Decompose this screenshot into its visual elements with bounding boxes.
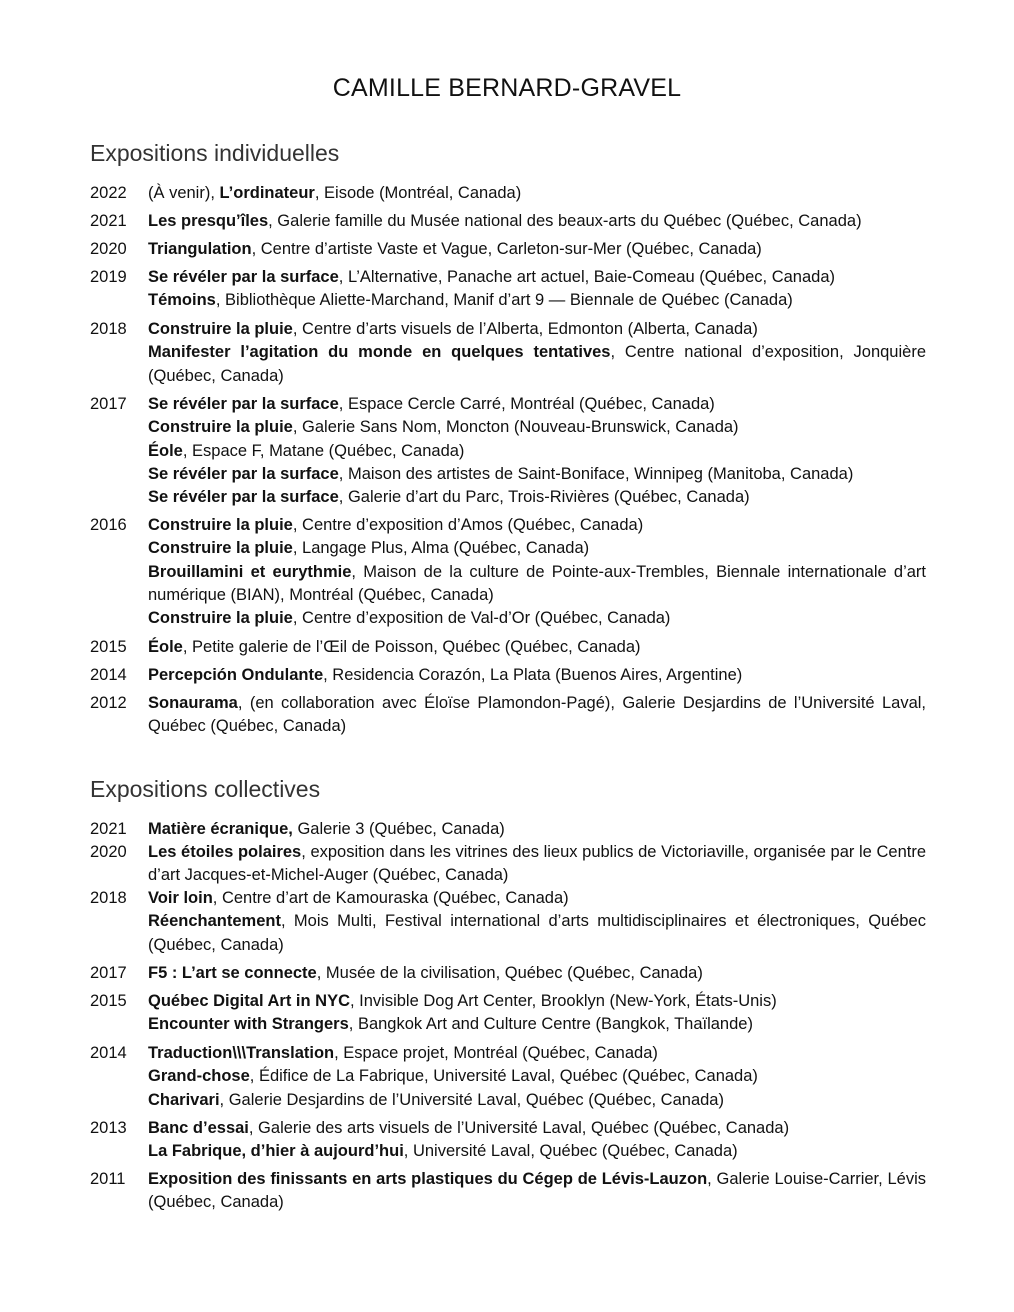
- exhibition-item: [148, 463, 926, 486]
- section-heading: Expositions collectives: [90, 776, 321, 802]
- exhibition-details: , Bibliothèque Aliette-Marchand, Manif d’art 9 — Biennale de Québec (Canada): [215, 291, 793, 310]
- entry-items: [148, 990, 926, 1037]
- exhibition-item: [148, 962, 926, 985]
- exhibition-item: [148, 1013, 926, 1036]
- exhibition-title: Triangulation: [148, 240, 252, 258]
- exhibition-title: L’ordinateur: [219, 184, 315, 202]
- exhibition-item: [148, 440, 926, 463]
- exhibition-details: , L’Alternative, Panache art actuel, Baie-Comeau (Québec, Canada): [338, 268, 835, 286]
- entry-row: [90, 182, 926, 205]
- entry-items: [148, 1042, 926, 1112]
- entry-year: 2015: [90, 638, 127, 656]
- exhibition-item: [148, 416, 926, 439]
- exhibition-title: Sonaurama: [148, 694, 238, 712]
- exhibition-title: Construire la pluie: [148, 418, 293, 437]
- exhibition-item: [148, 1065, 926, 1088]
- entry-row: [90, 318, 926, 388]
- exhibition-details: , Centre d’art de Kamouraska (Québec, Canada): [212, 889, 569, 907]
- section-collective: [90, 776, 926, 1212]
- entry-year: 2017: [90, 964, 127, 982]
- exhibition-item: [148, 692, 926, 739]
- exhibition-item: [148, 1089, 926, 1112]
- exhibition-item: [148, 289, 926, 312]
- entry-year: 2018: [90, 320, 127, 338]
- exhibition-details: , Centre d’artiste Vaste et Vague, Carleton-sur-Mer (Québec, Canada): [251, 240, 762, 258]
- entry-row: [90, 887, 926, 957]
- exhibition-details: Galerie 3 (Québec, Canada): [292, 820, 505, 838]
- entry-row: [90, 393, 926, 509]
- exhibition-item: [148, 1042, 926, 1065]
- exhibition-title: Se révéler par la surface: [148, 395, 339, 413]
- exhibition-title: Encounter with Strangers: [148, 1015, 349, 1034]
- exhibition-details: , Musée de la civilisation, Québec (Québec, Canada): [316, 964, 703, 982]
- exhibition-title: La Fabrique, d’hier à aujourd’hui: [148, 1142, 404, 1161]
- exhibition-item: [148, 318, 926, 341]
- entry-year: 2014: [90, 1044, 127, 1062]
- exhibition-title: Les étoiles polaires: [148, 843, 302, 861]
- exhibition-title: Éole: [148, 638, 183, 656]
- entry-items: [148, 692, 926, 739]
- entry-items: [148, 318, 926, 388]
- exhibition-details: , Galerie Desjardins de l’Université Laval, Québec (Québec, Canada): [219, 1090, 724, 1109]
- exhibition-title: Se révéler par la surface: [148, 488, 339, 507]
- entry-items: [148, 514, 926, 630]
- entry-year: 2019: [90, 268, 127, 286]
- entry-year: 2017: [90, 395, 127, 413]
- exhibition-details: , Galerie famille du Musée national des beaux-arts du Québec (Québec, Canada): [268, 212, 862, 230]
- entry-row: [90, 210, 926, 233]
- entry-items: [148, 1117, 926, 1164]
- entry-year: 2022: [90, 184, 127, 202]
- exhibition-item: [148, 1117, 926, 1140]
- exhibition-title: Construire la pluie: [148, 516, 293, 534]
- exhibition-details: , Galerie d’art du Parc, Trois-Rivières (Québec, Canada): [338, 488, 750, 507]
- exhibition-title: Voir loin: [148, 889, 213, 907]
- entry-items: [148, 636, 926, 659]
- entry-year: 2013: [90, 1119, 127, 1137]
- exhibition-details: , Eisode (Montréal, Canada): [314, 184, 522, 202]
- exhibition-details: , Édifice de La Fabrique, Université Laval, Québec (Québec, Canada): [249, 1067, 758, 1086]
- exhibition-title: Réenchantement: [148, 912, 281, 931]
- entry-row: [90, 1117, 926, 1164]
- entry-row: [90, 818, 926, 841]
- exhibition-details: , (en collaboration avec Éloïse Plamondon-Pagé), Galerie Desjardins de l’Université Laval, Québec (Québec, Canada): [148, 694, 926, 736]
- exhibition-details: , Galerie des arts visuels de l’Université Laval, Québec (Québec, Canada): [248, 1119, 790, 1137]
- entry-year: 2018: [90, 889, 127, 907]
- exhibition-item: [148, 266, 926, 289]
- exhibition-title: Se révéler par la surface: [148, 464, 339, 483]
- exhibition-details: , Galerie Louise-Carrier, Lévis (Québec, Canada): [148, 1170, 926, 1212]
- exhibition-item: [148, 841, 926, 888]
- page-title: CAMILLE BERNARD-GRAVEL: [332, 74, 682, 102]
- exhibition-details: , exposition dans les vitrines des lieux publics de Victoriaville, organisée par le Centre d’art Jacques-et-Michel-Auger (Québec, Canada): [148, 843, 926, 885]
- exhibition-title: Se révéler par la surface: [148, 268, 339, 286]
- exhibition-title: Matière écranique,: [148, 820, 293, 838]
- entry-row: [90, 238, 926, 261]
- exhibition-title: Brouillamini et eurythmie: [148, 562, 352, 581]
- entry-year: 2021: [90, 212, 127, 230]
- entry-row: [90, 1168, 926, 1215]
- exhibition-details: , Centre d’exposition d’Amos (Québec, Canada): [292, 516, 644, 534]
- exhibition-item: [148, 910, 926, 957]
- entry-row: [90, 962, 926, 985]
- exhibition-item: [148, 486, 926, 509]
- exhibition-details: , Espace F, Matane (Québec, Canada): [182, 441, 465, 460]
- entry-year: 2011: [90, 1170, 126, 1188]
- entry-row: [90, 266, 926, 313]
- entry-items: [148, 887, 926, 957]
- exhibition-title: F5 : L’art se connecte: [148, 964, 317, 982]
- exhibition-details: , Mois Multi, Festival international d’arts multidisciplinaires et électroniques, Québec (Québec, Canada): [148, 912, 926, 954]
- exhibition-item: [148, 1140, 926, 1163]
- entry-items: [148, 1168, 926, 1215]
- entry-items: [148, 210, 926, 233]
- exhibition-item: [148, 210, 926, 233]
- exhibition-title: Manifester l’agitation du monde en quelques tentatives: [148, 343, 611, 362]
- exhibition-details: , Langage Plus, Alma (Québec, Canada): [292, 539, 590, 558]
- entry-row: [90, 990, 926, 1037]
- exhibition-title: Les presqu’îles: [148, 212, 269, 230]
- entry-items: [148, 266, 926, 313]
- exhibition-item: [148, 887, 926, 910]
- entry-row: [90, 514, 926, 630]
- exhibition-details: , Université Laval, Québec (Québec, Canada): [403, 1142, 738, 1161]
- exhibition-title: Grand-chose: [148, 1067, 250, 1086]
- exhibition-details: , Centre d’arts visuels de l’Alberta, Edmonton (Alberta, Canada): [292, 320, 758, 338]
- exhibition-details: , Galerie Sans Nom, Moncton (Nouveau-Brunswick, Canada): [292, 418, 739, 437]
- exhibition-details: , Centre national d’exposition, Jonquière (Québec, Canada): [148, 343, 926, 385]
- entry-year: 2020: [90, 843, 127, 861]
- exhibition-item: [148, 238, 926, 261]
- exhibition-title: Québec Digital Art in NYC: [148, 992, 350, 1010]
- entry-year: 2021: [90, 820, 127, 838]
- exhibition-title: Exposition des finissants en arts plastiques du Cégep de Lévis-Lauzon: [148, 1170, 708, 1188]
- exhibition-item: [148, 990, 926, 1013]
- exhibition-item: [148, 537, 926, 560]
- item-prefix: (À venir),: [148, 184, 220, 202]
- entry-row: [90, 692, 926, 739]
- exhibition-item: [148, 818, 926, 841]
- exhibition-details: , Maison de la culture de Pointe-aux-Trembles, Biennale internationale d’art numérique (BIAN), Montréal (Québec, Canada): [148, 562, 927, 604]
- entry-items: [148, 182, 926, 205]
- entry-items: [148, 393, 926, 509]
- entry-items: [148, 841, 926, 888]
- entry-row: [90, 841, 926, 888]
- exhibition-details: , Espace Cercle Carré, Montréal (Québec, Canada): [338, 395, 715, 413]
- exhibition-item: [148, 182, 926, 205]
- entry-items: [148, 818, 926, 841]
- exhibition-title: Construire la pluie: [148, 539, 293, 558]
- entry-year: 2014: [90, 666, 127, 684]
- exhibition-title: Éole: [148, 441, 183, 460]
- exhibition-details: , Centre d’exposition de Val-d’Or (Québec, Canada): [292, 609, 671, 628]
- exhibition-details: , Espace projet, Montréal (Québec, Canada): [334, 1044, 658, 1062]
- exhibition-details: , Residencia Corazón, La Plata (Buenos Aires, Argentine): [323, 666, 743, 684]
- exhibition-item: [148, 514, 926, 537]
- entry-year: 2016: [90, 516, 127, 534]
- exhibition-item: [148, 607, 926, 630]
- entry-items: [148, 238, 926, 261]
- section-individual: [90, 140, 927, 736]
- entry-row: [90, 1042, 926, 1112]
- exhibition-item: [148, 636, 926, 659]
- exhibition-item: [148, 1168, 926, 1215]
- entry-items: [148, 962, 926, 985]
- entry-year: 2020: [90, 240, 127, 258]
- exhibition-title: Traduction\\\Translation: [148, 1044, 335, 1062]
- exhibition-details: , Maison des artistes de Saint-Boniface, Winnipeg (Manitoba, Canada): [338, 464, 854, 483]
- exhibition-details: , Bangkok Art and Culture Centre (Bangkok, Thaïlande): [348, 1015, 753, 1034]
- entry-row: [90, 636, 926, 659]
- exhibition-title: Témoins: [148, 291, 216, 310]
- exhibition-item: [148, 561, 926, 608]
- entry-items: [148, 664, 926, 687]
- exhibition-item: [148, 341, 926, 388]
- entry-row: [90, 664, 926, 687]
- exhibition-title: Construire la pluie: [148, 320, 293, 338]
- exhibition-item: [148, 393, 926, 416]
- exhibition-item: [148, 664, 926, 687]
- exhibition-details: , Petite galerie de l’Œil de Poisson, Québec (Québec, Canada): [182, 638, 641, 656]
- exhibition-title: Banc d’essai: [148, 1119, 249, 1137]
- entry-year: 2015: [90, 992, 127, 1010]
- entry-year: 2012: [90, 694, 127, 712]
- section-heading: Expositions individuelles: [90, 140, 340, 166]
- exhibition-details: , Invisible Dog Art Center, Brooklyn (New-York, États-Unis): [350, 992, 777, 1010]
- exhibition-title: Construire la pluie: [148, 609, 293, 628]
- exhibition-title: Percepción Ondulante: [148, 666, 324, 684]
- exhibition-title: Charivari: [148, 1090, 220, 1109]
